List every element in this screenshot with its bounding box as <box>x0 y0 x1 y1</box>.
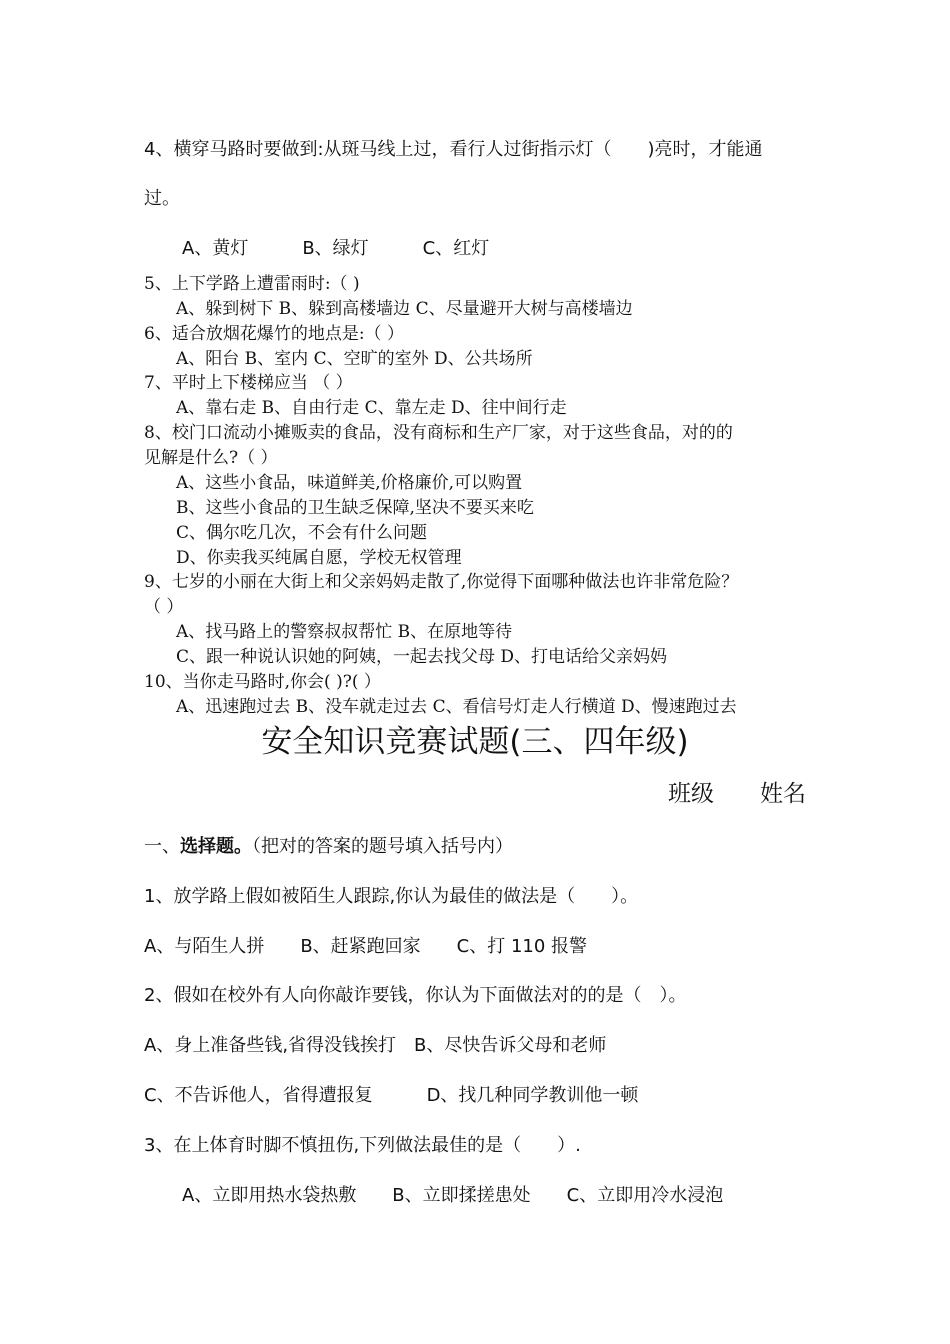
section-heading <box>144 836 513 858</box>
question-4-options: A、黄灯 B、绿灯 C、红灯 <box>182 238 490 259</box>
page-title: 安全知识竞赛试题(三、四年级) <box>261 724 689 760</box>
section-number: 一、 <box>144 836 180 857</box>
question-3: 3、在上体育时脚不慎扭伤,下列做法最佳的是（ ）. <box>144 1135 581 1156</box>
question-7-options: A、靠右走 B、自由行走 C、靠左走 D、往中间行走 <box>176 398 567 418</box>
section-title: 选择题。 <box>180 836 252 857</box>
question-4-line-2: 过。 <box>144 188 180 209</box>
question-8-option-d: D、你卖我买纯属自愿，学校无权管理 <box>176 548 462 568</box>
section-instruction: （把对的答案的题号填入括号内） <box>252 836 513 857</box>
class-name-field: 班级 姓名 <box>668 781 806 807</box>
question-9-line-1: 9、七岁的小丽在大街上和父亲妈妈走散了,你觉得下面哪种做法也许非常危险？ <box>144 572 739 592</box>
question-8-option-c: C、偶尔吃几次，不会有什么问题 <box>176 523 428 543</box>
question-5-options: A、躲到树下 B、躲到高楼墙边 C、尽量避开大树与高楼墙边 <box>176 299 633 319</box>
question-9-line-2: （ ） <box>144 597 184 617</box>
question-2-options-cd: C、不告诉他人，省得遭报复 D、找几种同学教训他一顿 <box>144 1085 639 1106</box>
question-1: 1、放学路上假如被陌生人跟踪,你认为最佳的做法是（ ）。 <box>144 886 639 907</box>
question-8-option-a: A、这些小食品，味道鲜美,价格廉价,可以购置 <box>176 473 523 493</box>
question-7: 7、平时上下楼梯应当 （ ） <box>144 373 353 393</box>
question-9-options-cd: C、跟一种说认识她的阿姨，一起去找父母 D、打电话给父亲妈妈 <box>176 647 668 667</box>
question-9-options-ab: A、找马路上的警察叔叔帮忙 B、在原地等待 <box>176 622 513 642</box>
question-6: 6、适合放烟花爆竹的地点是:（ ） <box>144 324 404 344</box>
question-1-options: A、与陌生人拼 B、赶紧跑回家 C、打 110 报警 <box>144 936 588 957</box>
question-10: 10、当你走马路时,你会( )?( ） <box>144 672 381 692</box>
question-5: 5、上下学路上遭雷雨时:（ ) <box>144 274 360 294</box>
question-2: 2、假如在校外有人向你敲诈要钱，你认为下面做法对的的是（ ）。 <box>144 985 687 1006</box>
question-3-options: A、立即用热水袋热敷 B、立即揉搓患处 C、立即用冷水浸泡 <box>182 1185 724 1206</box>
question-8-line-1: 8、校门口流动小摊贩卖的食品，没有商标和生产厂家，对于这些食品，对的的 <box>144 423 733 443</box>
question-4-line-1: 4、横穿马路时要做到:从斑马线上过，看行人过街指示灯（ )亮时，才能通 <box>144 139 763 160</box>
question-2-options-ab: A、身上准备些钱,省得没钱挨打 B、尽快告诉父母和老师 <box>144 1035 607 1056</box>
question-6-options: A、阳台 B、室内 C、空旷的室外 D、公共场所 <box>176 349 533 369</box>
question-8-option-b: B、这些小食品的卫生缺乏保障,坚决不要买来吃 <box>176 498 534 518</box>
question-8-line-2: 见解是什么?（ ） <box>144 448 278 468</box>
question-10-options: A、迅速跑过去 B、没车就走过去 C、看信号灯走人行横道 D、慢速跑过去 <box>176 697 737 717</box>
